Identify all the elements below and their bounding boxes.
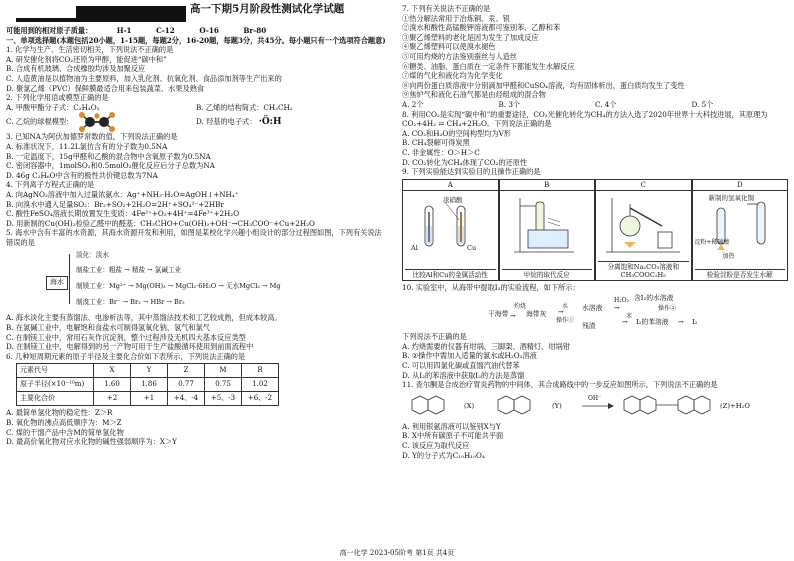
flow-step: 苯 <box>626 313 633 321</box>
question-1 <box>6 45 386 93</box>
q1-option-c: C. 人造黄油是以植物油为主要原料，加入乳化剂、抗氧化剂、食品添加剂等生产出来的 <box>6 73 282 83</box>
flow-step: 水 <box>562 303 569 311</box>
q5-option-d: D. 在制镁工业中，电解得到的另一产物可用于生产盐酸循环使用到前面流程中 <box>6 342 254 352</box>
flow-salt-industry: 制盐工业：粗盐 → 精盐 → 氯碱工业 <box>76 266 182 275</box>
table-cell: 主要化合价 <box>17 392 94 406</box>
q6-option-d: D. 最高价氧化物对应水化物的碱性强弱顺序为：X＞Y <box>6 437 177 447</box>
q10-option-c: C. 可以用四氯化碳或直馏汽油代替苯 <box>402 361 520 371</box>
flow-desalination: 淡化：淡水 <box>76 251 109 260</box>
experiment-b <box>499 179 596 281</box>
figure-caption: 甲烷的取代反应 <box>502 269 593 279</box>
q1-option-b: B. 合成有机玻璃、合成橡胶均涉及加聚反应 <box>6 64 146 74</box>
q6-option-c: C. 煤的干馏产品中含M的简单氢化物 <box>6 427 124 437</box>
table-cell: +6、-2 <box>242 392 279 406</box>
q7-item: ⑦煤的气化和液化均为化学变化 <box>402 71 503 81</box>
q11-stem: 11. 查尔酮是合成治疗胃炎药物的中间体，其合成路线中的一步反应如图所示，下列说法不正确的是 <box>402 380 718 390</box>
question-10 <box>402 283 788 381</box>
seawater-box: 海水 <box>46 276 68 290</box>
starch-label: 淀粉+稀硫酸 <box>694 238 730 246</box>
mass-h: H-1 <box>116 26 132 35</box>
q10-option-b: B. ②操作中需加入适量的氯水或H₂O₂溶液 <box>402 351 537 361</box>
table-cell: +4、-4 <box>168 392 205 406</box>
q3-option-b: B. 一定温度下，15g甲醛和乙酸的混合物中含氧原子数为0.5NA <box>6 151 211 161</box>
flow-step: 残渣 <box>582 322 596 331</box>
experiment-d <box>692 179 789 281</box>
q8-option-a: A. CO₂和H₂O的空间构型均为V形 <box>402 128 511 138</box>
ethane-ball-stick-model-icon <box>76 112 118 132</box>
table-cell: 1.86 <box>131 378 168 392</box>
figure-caption: 比较Al和Cu的金属活动性 <box>405 269 496 279</box>
q8-option-c: C. 非金属性：O＞H＞C <box>402 147 480 157</box>
q4-option-a: A. 向AgNO₃溶液中加入过量浓氨水：Ag⁺+NH₃·H₂O=AgOH↓+NH₄⁺ <box>6 189 239 199</box>
question-4 <box>6 180 386 228</box>
flow-brace <box>69 254 76 304</box>
heat-label: 加热 <box>722 252 735 260</box>
q7-item: ②溴水和酸性高锰酸钾溶液都可鉴别苯、乙醇和苯 <box>402 23 561 33</box>
q7-item: ⑧向两份蛋白质溶液中分别滴加甲醛和CuSO₄溶液，均有固体析出，蛋白质均发生了变性 <box>402 80 685 90</box>
flow-magnesium-industry: 制镁工业：Mg²⁺ → Mg(OH)₂ → MgCl₂·6H₂O → 无水MgCl₂ → Mg <box>76 282 281 291</box>
iodine-flow-diagram: 干海带 灼烧 → 海带灰 水 操作① → 水溶液 残渣 H₂O₂ → 含I₂的水溶液 操作② 苯 → I₂的苯溶液 → I₂ <box>488 294 698 331</box>
q7-stem: 7. 下列有关说法不正确的是 <box>402 4 491 13</box>
mass-o: O-16 <box>199 26 219 35</box>
question-9 <box>402 167 788 281</box>
table-cell: 0.77 <box>168 378 205 392</box>
hydroxyl-electron-formula: ·Ö:H <box>258 117 282 128</box>
q4-option-c: C. 酸性FeSO₄溶液长期放置发生变质：4Fe²⁺+O₂+4H⁺=4Fe³⁺+2H₂O <box>6 209 240 219</box>
q7-item: ④聚乙烯塑料可以使溴水褪色 <box>402 42 496 52</box>
table-header-row <box>17 364 279 378</box>
table-cell: +2 <box>94 392 131 406</box>
copper-hydroxide-label: 新制的氢氧化铜 <box>708 193 754 202</box>
q3-option-d: D. 46g C₂H₆O中含有的极性共价键总数为7NA <box>6 170 158 180</box>
q10-intro: 下列说法不正确的是 <box>402 332 467 342</box>
q10-option-a: A. 灼烧需要的仪器有坩埚、三脚架、酒精灯、坩埚钳 <box>402 341 570 351</box>
q7-item: ⑥糖类、油脂、蛋白质在一定条件下都能发生水解反应 <box>402 61 575 71</box>
table-cell: +5、-3 <box>205 392 242 406</box>
element-table <box>16 363 279 406</box>
q2-option-a: A. 甲酸甲酯分子式：C₂H₄O₂ <box>6 102 100 112</box>
q6-option-b: B. 氧化物的沸点高低顺序为：M＞Z <box>6 418 122 428</box>
flow-step: 含I₂的水溶液 <box>634 294 674 303</box>
title-block <box>6 4 386 24</box>
masses-label: 可能用到的相对原子质量： <box>6 26 93 35</box>
flow-step: 操作② <box>658 305 677 313</box>
q7-option-b: B. 3个 <box>498 99 521 109</box>
q5-option-c: C. 在制镁工业中，常用石灰作沉淀剂，整个过程涉及无机四大基本反应类型 <box>6 332 246 342</box>
q7-option-c: C. 4个 <box>595 99 617 109</box>
experiment-a <box>402 179 499 281</box>
mass-c: C-12 <box>156 26 175 35</box>
table-header-cell: Z <box>168 364 205 378</box>
q11-option-b: B. X中所有碳原子不可能共平面 <box>402 431 504 441</box>
q10-stem: 10. 实验室中，从海带中提取I₂的实验流程，如下所示： <box>402 282 580 292</box>
flow-step: 灼烧 <box>514 303 527 311</box>
q6-option-a: A. 最简单氢化物的稳定性：Z＞R <box>6 408 113 418</box>
table-cell: 1.60 <box>94 378 131 392</box>
flow-step: 干海带 <box>488 310 509 319</box>
table-cell: 原子半径(×10⁻¹⁰m) <box>17 378 94 392</box>
q8-stem: 8. 利用CO₂是实现“碳中和”的重要途径，CO₂光催化转化为CH₄的方法入选了2020年世界十大科技进展，其原理为CO₂+4H₂ ⇌ CH₄+2H₂O。下列说法正确的是 <box>402 109 768 129</box>
right-column <box>402 4 788 460</box>
q3-stem: 3. 已知NA为阿伏加德罗常数的值，下列说法正确的是 <box>6 132 178 142</box>
flow-step: 水溶液 <box>582 304 603 313</box>
flow-step: I₂ <box>692 318 698 327</box>
q7-item: ⑤可用灼烧的方法鉴别蚕丝与人造丝 <box>402 51 518 61</box>
q6-stem: 6. 几种短周期元素的原子半径及主要化合价如下表所示，下列说法正确的是 <box>6 351 246 361</box>
question-2 <box>6 93 386 132</box>
page-footer: 高一化学 2023-05阶考 第1页 共4页 <box>339 549 455 557</box>
y-label: (Y) <box>552 401 562 410</box>
section-heading: 一、单项选择题(本题包括20小题，1-15题，每题2分，16-20题，每题3分，共45分。每小题只有一个选项符合题意) <box>6 35 386 45</box>
table-row <box>17 378 279 392</box>
table-header-cell: M <box>205 364 242 378</box>
q11-option-d: D. Y的分子式为C₁₀H₁₀O₄ <box>402 450 485 460</box>
q1-option-d: D. 聚氯乙烯（PVC）保鲜膜最适合用来包装蔬菜、水果及熟食 <box>6 83 205 93</box>
figure-label: C <box>596 181 691 192</box>
q11-option-c: C. 该反应为取代反应 <box>402 441 470 451</box>
experiment-c <box>595 179 692 281</box>
table-cell: 0.75 <box>205 378 242 392</box>
q8-option-b: B. CH₄裂解可得炭黑 <box>402 138 470 148</box>
q7-item: ⑨焦炉气和液化石油气都是由烃组成的混合物 <box>402 90 546 100</box>
question-6 <box>6 352 386 447</box>
q3-option-a: A. 标准状况下，11.2L氯仿含有的分子数为0.5NA <box>6 141 168 151</box>
catalyst-label: OH⁻ <box>588 394 602 402</box>
table-cell: 1.02 <box>242 378 279 392</box>
q4-stem: 4. 下列离子方程式正确的是 <box>6 180 95 190</box>
cu-label: Cu <box>467 243 477 252</box>
q7-item: ①热分解法常用于冶炼铜、汞、银 <box>402 13 510 23</box>
q7-option-d: D. 5个 <box>691 99 714 109</box>
experiment-figures <box>402 179 788 281</box>
flow-bromine-industry: 制溴工业：Br⁻ → Br₂ → HBr → Br₂ <box>76 298 185 307</box>
flow-step: I₂的苯溶液 <box>636 318 669 327</box>
q4-option-d: D. 用新制的Cu(OH)₂检验乙醛中的醛基：CH₃CHO+Cu(OH)₂+OH⁻→CH₃COO⁻+Cu+2H₂O <box>6 218 315 228</box>
q4-option-b: B. 向溴水中通入足量SO₂：Br₂+SO₂+2H₂O=2H⁺+SO₄²⁻+2HBr <box>6 199 224 209</box>
x-label: (X) <box>464 401 475 410</box>
mass-br: Br-80 <box>243 26 267 35</box>
flow-step: 操作① <box>556 317 575 325</box>
redacted-school-name <box>76 6 186 18</box>
table-header-cell: Y <box>131 364 168 378</box>
question-3 <box>6 132 386 180</box>
q5-stem: 5. 海水中含有丰富的水资源，其海水资源开发和利用，如图是某校化学兴趣小组设计的部分过程图如图，下列有关说法错误的是 <box>6 228 382 247</box>
flow-step: H₂O₂ <box>614 297 629 305</box>
question-8 <box>402 110 788 168</box>
z-label: (Z)+H₂O <box>720 401 750 410</box>
table-row <box>17 392 279 406</box>
flow-step: 海带灰 <box>526 310 547 319</box>
q5-option-b: B. 在氯碱工业中，电解饱和食盐水可制得氢氧化钠、氢气和氯气 <box>6 323 210 333</box>
figure-label: D <box>693 181 788 192</box>
q3-option-c: C. 密闭容器中，1molSO₂和0.5molO₂催化反应后分子总数为NA <box>6 161 215 171</box>
figure-caption: 检验淀粉是否发生水解 <box>695 269 786 279</box>
reaction-scheme <box>402 392 788 420</box>
q2-option-b: B. 乙烯的结构简式：CH₂CH₂ <box>196 102 293 112</box>
left-column <box>6 4 386 447</box>
q1-option-a: A. 研发催化剂将CO₂还原为甲醇，能促进“碳中和” <box>6 54 167 64</box>
figure-label: B <box>500 181 595 192</box>
q7-item: ③聚乙烯塑料的老化是因为发生了加成反应 <box>402 32 539 42</box>
nitric-acid-label: 浓硝酸 <box>443 195 463 204</box>
q9-stem: 9. 下列实验能达到实验目的且操作正确的是 <box>402 167 541 177</box>
figure-label: A <box>403 181 498 192</box>
q11-option-a: A. 利用银氨溶液可以鉴别X与Y <box>402 421 501 431</box>
seawater-flow-diagram <box>6 249 386 311</box>
q8-option-d: D. CO₂转化为CH₄体现了CO₂的还原性 <box>402 157 528 167</box>
question-5 <box>6 228 386 352</box>
distillation-apparatus-icon <box>600 192 686 256</box>
table-cell: +1 <box>131 392 168 406</box>
question-11 <box>402 380 788 460</box>
table-header-cell: 元素代号 <box>17 364 94 378</box>
q2-stem: 2. 下列化学用语或模型正确的是 <box>6 93 109 103</box>
redacted-underline <box>16 18 186 22</box>
methane-substitution-apparatus-icon <box>504 192 590 256</box>
figure-caption: 分离饱和Na₂CO₃溶液和CH₃COOC₂H₅ <box>598 261 689 279</box>
question-7 <box>402 4 788 110</box>
q10-option-d: D. 从I₂的苯溶液中获取I₂的方法是蒸馏 <box>402 370 525 380</box>
q2-option-d: D. 羟基的电子式： <box>196 117 257 127</box>
table-header-cell: R <box>242 364 279 378</box>
page-title: 高一下期5月阶段性测试化学试题 <box>190 3 345 15</box>
q1-stem: 1. 化学与生产、生活密切相关，下列说法不正确的是 <box>6 45 174 55</box>
q2-option-c: C. 乙烷的球棍模型： <box>6 117 74 127</box>
q7-option-a: A. 2个 <box>402 99 424 109</box>
atomic-masses <box>6 26 386 36</box>
table-header-cell: X <box>94 364 131 378</box>
al-label: Al <box>411 243 418 252</box>
q5-option-a: A. 海水淡化主要有蒸馏法、电渗析法等，其中蒸馏法技术和工艺较成熟，但成本较高。 <box>6 313 282 323</box>
